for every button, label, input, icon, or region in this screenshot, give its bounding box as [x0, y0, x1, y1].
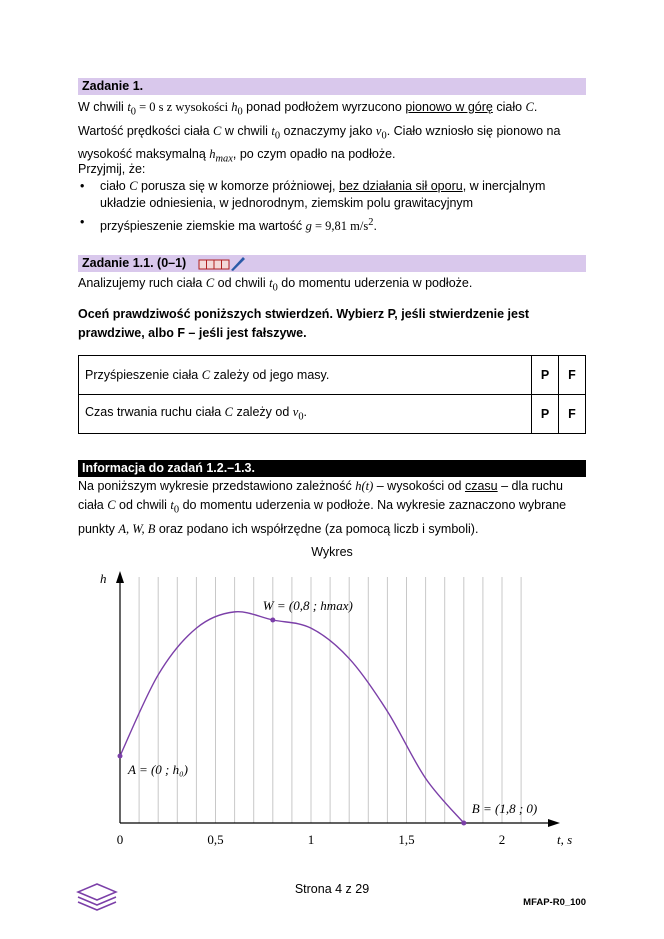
score-box-icon — [198, 257, 246, 271]
assumption-vacuum: • ciało C porusza się w komorze próżniowej, bez działania sił oporu, w inercjalnym układzie odniesienia, w jednorodnym, ziemskim polu grawitacyjnym — [78, 178, 588, 212]
info-text: Na poniższym wykresie przedstawiono zależność h(t) – wysokości od czasu – dla ruchu ciała C od chwili $t_0$ do momentu uderzenia w podłoże. Na wykresie zaznaczono wybrane punkty A, W, B oraz podano ich współrzędne (za pomocą liczb i symboli). — [78, 479, 567, 536]
table-row — [79, 395, 586, 434]
x-tick-label: 2 — [498, 832, 506, 847]
chart-title: Wykres — [311, 545, 353, 559]
true-false-table — [78, 355, 586, 434]
statement-2-f-option[interactable]: F — [559, 395, 586, 434]
data-point — [118, 754, 123, 759]
x-tick-label: 0,5 — [207, 832, 224, 847]
task-1-1-header: Zadanie 1.1. (0–1) — [78, 255, 586, 272]
assumption-list — [78, 178, 588, 237]
assumption-gravity: • przyśpieszenie ziemskie ma wartość g = 9,81 $m/s^2$. — [78, 214, 588, 235]
task-1-1-text: Analizujemy ruch ciała C od chwili $t_0$ do momentu uderzenia w podłoże. — [78, 276, 473, 294]
x-tick-label: 0 — [116, 832, 124, 847]
statement-2-p-option[interactable]: P — [532, 395, 559, 434]
assume-label: Przyjmij, że: — [78, 162, 146, 176]
x-tick-label: 1 — [307, 832, 315, 847]
point-label: B = (1,8 ; 0) — [471, 801, 538, 816]
y-axis-label: h — [100, 571, 107, 586]
task-1-intro: W chwili $t_0 = 0$ s z wysokości $h_0$ ponad podłożem wyrzucono pionowo w górę ciało C. Wartość prędkości ciała C w chwili $t_0$ oznaczymy jako $v_0$. Ciało wzniosło się pionowo na wysokość maksymalną $h_{max}$, po czym opadło na podłoże. — [78, 100, 561, 165]
x-axis-label: t, s — [557, 832, 573, 847]
statement-2: Czas trwania ruchu ciała C zależy od $v_0$. — [79, 395, 532, 434]
info-header: Informacja do zadań 1.2.–1.3. — [78, 460, 586, 477]
point-label: W = (0,8 ; hmax) — [262, 598, 353, 613]
x-tick-label: 1,5 — [398, 832, 415, 847]
task-1-header: Zadanie 1. — [78, 78, 586, 95]
y-axis-arrow-icon — [116, 571, 124, 583]
task-1-1-instruction: Oceń prawdziwość poniższych stwierdzeń. Wybierz P, jeśli stwierdzenie jest prawdziwe, albo F – jeśli jest fałszywe. — [78, 307, 530, 340]
statement-1-p-option[interactable]: P — [532, 356, 559, 395]
statement-1: Przyśpieszenie ciała C zależy od jego masy. — [79, 356, 532, 395]
page-number: Strona 4 z 29 — [294, 882, 370, 896]
x-axis-arrow-icon — [548, 819, 560, 827]
point-label: A = (0 ; h₀) — [128, 762, 188, 778]
table-row — [79, 356, 586, 395]
height-time-chart — [90, 565, 590, 855]
data-point — [270, 618, 275, 623]
statement-1-f-option[interactable]: F — [559, 356, 586, 395]
exam-code: MFAP-R0_100 — [523, 897, 586, 908]
data-point — [461, 821, 466, 826]
